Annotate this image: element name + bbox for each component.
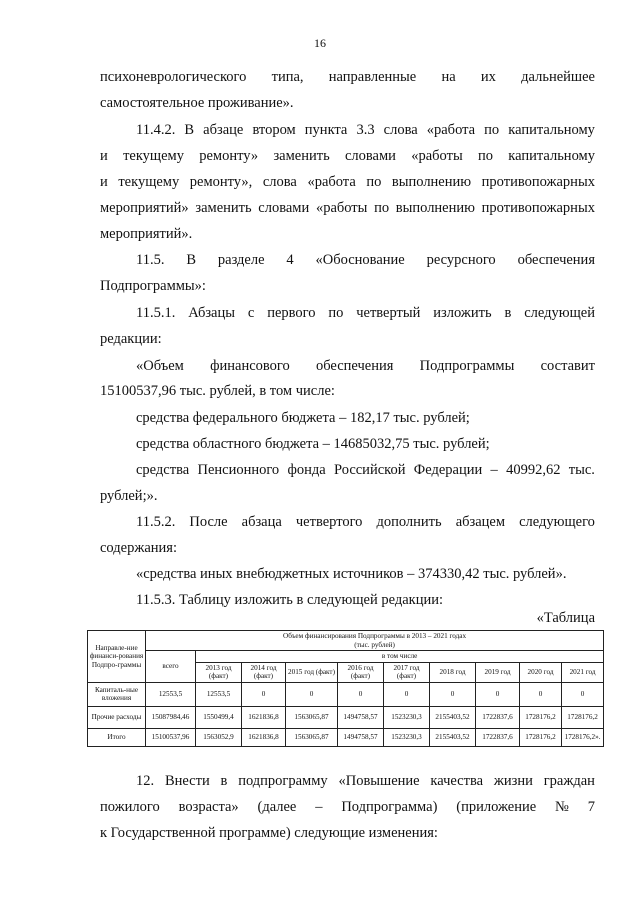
word: «работа — [307, 174, 356, 190]
word: с — [247, 305, 255, 321]
word: пункта — [304, 122, 348, 138]
word: финансового — [210, 358, 290, 374]
word: выполнению — [391, 174, 472, 190]
table-cell: 1728176,2 — [520, 706, 562, 728]
table-cell: 15100537,96 — [146, 728, 196, 746]
word: обеспечения — [316, 358, 394, 374]
table-cell: 0 — [476, 682, 520, 706]
word: и — [100, 174, 108, 190]
word: словами — [344, 148, 396, 164]
paragraph-line — [136, 251, 595, 269]
word: капитальному — [508, 148, 595, 164]
table-year-header: 2020 год — [520, 662, 562, 682]
word: ремонту» — [199, 148, 259, 164]
word: В — [186, 252, 197, 268]
paragraph-line: 11.5.3. Таблицу изложить в следующей редакции: — [136, 592, 443, 608]
paragraph-line: 15100537,96 тыс. рублей, в том числе: — [100, 383, 335, 399]
word: и — [100, 148, 108, 164]
word: Федерации — [413, 462, 483, 478]
paragraph-line — [100, 199, 595, 217]
word: тыс. — [568, 462, 595, 478]
word: по — [328, 305, 344, 321]
word: по — [374, 200, 390, 216]
table-cell: 2155403,52 — [430, 706, 476, 728]
word: обеспечения — [517, 252, 595, 268]
table-title-text: Объем финансирования Подпрограммы в 2013 – 2021 годах — [283, 632, 467, 640]
table-cell: 1563052,9 — [196, 728, 242, 746]
table-year-header: 2018 год — [430, 662, 476, 682]
paragraph-line — [100, 173, 595, 191]
paragraph-line — [136, 461, 595, 479]
word: 12. — [136, 773, 155, 789]
word: следующего — [519, 514, 595, 530]
paragraph-line: содержания: — [100, 540, 178, 556]
word: 40992,62 — [506, 462, 561, 478]
paragraph-line: средства федерального бюджета – 182,17 тыс. рублей; — [136, 410, 470, 426]
word: 11.5.1. — [136, 305, 176, 321]
word: четвертого — [295, 514, 363, 530]
word: словами — [258, 200, 310, 216]
word: Внести — [164, 773, 210, 789]
paragraph-line: средства областного бюджета – 14685032,75 тыс. рублей; — [136, 436, 490, 452]
table-unit: (тыс. рублей) — [354, 640, 395, 649]
word: 11.4.2. — [136, 122, 176, 138]
paragraph-line — [136, 304, 595, 322]
word: в — [504, 305, 512, 321]
word: противопожарных — [481, 200, 595, 216]
table-cell: 1523230,3 — [384, 706, 430, 728]
word: мероприятий» — [100, 200, 189, 216]
table-row — [88, 682, 604, 706]
table-cell: 1563065,87 — [286, 728, 338, 746]
word: Подпрограммы — [419, 358, 515, 374]
word: первого — [267, 305, 316, 321]
word: 4 — [286, 252, 294, 268]
word: их — [480, 69, 496, 85]
table-total-header: всего — [146, 651, 196, 683]
word: подпрограмму — [238, 773, 328, 789]
table-cell: 1523230,3 — [384, 728, 430, 746]
word: составит — [540, 358, 595, 374]
table-cell: 0 — [384, 682, 430, 706]
word: «работы — [411, 148, 463, 164]
paragraph-line: Подпрограммы»: — [100, 278, 206, 294]
table-cell: 1728176,2 — [562, 706, 604, 728]
word: противопожарных — [481, 174, 595, 190]
word: слова — [383, 122, 418, 138]
table-cell: 15087984,46 — [146, 706, 196, 728]
word: четвертый — [356, 305, 421, 321]
word: заменить — [195, 200, 252, 216]
word: – — [490, 462, 498, 478]
word: Пенсионного — [197, 462, 280, 478]
table-including-header: в том числе — [196, 651, 604, 663]
word: ресурсного — [426, 252, 496, 268]
table-cell: 0 — [242, 682, 286, 706]
table-title — [146, 631, 604, 651]
word: возраста» — [178, 799, 239, 815]
word: Российской — [334, 462, 406, 478]
table-cell: 1494758,57 — [338, 706, 384, 728]
word: В — [184, 122, 195, 138]
word: (далее — [257, 799, 297, 815]
table-year-header: 2016 год (факт) — [338, 662, 384, 682]
table-row-label: Итого — [88, 728, 146, 746]
word: жизни — [493, 773, 533, 789]
word: фонда — [287, 462, 326, 478]
table-cell: 2155403,52 — [430, 728, 476, 746]
table-cell: 1728176,2 — [520, 728, 562, 746]
word: заменить — [273, 148, 330, 164]
word: дополнить — [376, 514, 442, 530]
word: граждан — [543, 773, 595, 789]
word: следующей — [524, 305, 595, 321]
paragraph-line: рублей;». — [100, 488, 158, 504]
word: 11.5. — [136, 252, 165, 268]
paragraph-line — [100, 68, 595, 86]
paragraph-line — [100, 798, 595, 816]
paragraph-line: к Государственной программе) следующие изменения: — [100, 825, 438, 841]
word: разделе — [217, 252, 265, 268]
table-cell: 1621836,8 — [242, 728, 286, 746]
page-number: 16 — [314, 36, 326, 50]
word: «Обоснование — [315, 252, 405, 268]
word: 3.3 — [356, 122, 375, 138]
paragraph-line — [136, 513, 595, 531]
word: абзаца — [241, 514, 282, 530]
paragraph-line: мероприятий». — [100, 226, 193, 242]
table-cell: 1722837,6 — [476, 706, 520, 728]
table-row — [88, 728, 604, 746]
word: 11.5.2. — [136, 514, 176, 530]
word: текущему — [123, 148, 184, 164]
table-cell: 1728176,2». — [562, 728, 604, 746]
table-year-header: 2021 год — [562, 662, 604, 682]
table-row-label: Прочие расходы — [88, 706, 146, 728]
table-cell: 1550499,4 — [196, 706, 242, 728]
word: абзацем — [455, 514, 506, 530]
word: по — [366, 174, 382, 190]
word: в — [220, 773, 228, 789]
word: психоневрологического — [100, 69, 247, 85]
table-cell: 0 — [562, 682, 604, 706]
word: выполнению — [395, 200, 475, 216]
word: «Объем — [136, 358, 184, 374]
word: 7 — [587, 799, 595, 815]
word: «работа — [426, 122, 476, 138]
word: После — [189, 514, 228, 530]
word: ремонту», — [189, 174, 253, 190]
table-year-header: 2014 год (факт) — [242, 662, 286, 682]
table-year-header: 2013 год (факт) — [196, 662, 242, 682]
table-cell: 1494758,57 — [338, 728, 384, 746]
word: качества — [430, 773, 484, 789]
word: на — [441, 69, 456, 85]
word: абзаце — [203, 122, 244, 138]
table-cell: 12553,5 — [196, 682, 242, 706]
table-row — [88, 706, 604, 728]
word: Абзацы — [188, 305, 235, 321]
financing-table — [87, 630, 604, 747]
paragraph-line: редакции: — [100, 331, 162, 347]
table-cell: 0 — [338, 682, 384, 706]
word: типа, — [271, 69, 304, 85]
paragraph-line — [136, 121, 595, 139]
word: по — [484, 122, 500, 138]
paragraph-line — [100, 147, 595, 165]
paragraph-line: самостоятельное проживание». — [100, 95, 294, 111]
word: втором — [252, 122, 296, 138]
word: № — [555, 799, 569, 815]
paragraph-line — [136, 357, 595, 375]
table-cell: 0 — [430, 682, 476, 706]
table-year-header: 2017 год (факт) — [384, 662, 430, 682]
paragraph-line: «средства иных внебюджетных источников – 374330,42 тыс. рублей». — [136, 566, 567, 582]
word: дальнейшее — [521, 69, 595, 85]
table-cell: 1722837,6 — [476, 728, 520, 746]
word: по — [477, 148, 493, 164]
word: средства — [136, 462, 190, 478]
table-row-label: Капиталь-ные вложения — [88, 682, 146, 706]
word: текущему — [118, 174, 180, 190]
table-corner-header: Направле-ние финанси-рования Подпро-граммы — [88, 631, 146, 683]
word: – — [315, 799, 323, 815]
word: слова — [262, 174, 297, 190]
word: Подпрограмма) — [341, 799, 438, 815]
word: изложить — [433, 305, 492, 321]
word: капитальному — [508, 122, 595, 138]
table-year-header: 2019 год — [476, 662, 520, 682]
table-cell: 0 — [286, 682, 338, 706]
word: (приложение — [456, 799, 537, 815]
table-cell: 12553,5 — [146, 682, 196, 706]
table-cell: 1563065,87 — [286, 706, 338, 728]
word: «работы — [315, 200, 368, 216]
word: направленные — [328, 69, 417, 85]
table-cell: 1621836,8 — [242, 706, 286, 728]
table-caption: «Таблица — [536, 610, 595, 626]
table-cell: 0 — [520, 682, 562, 706]
word: «Повышение — [338, 773, 420, 789]
paragraph-line — [136, 772, 595, 790]
table-year-header: 2015 год (факт) — [286, 662, 338, 682]
word: пожилого — [100, 799, 160, 815]
